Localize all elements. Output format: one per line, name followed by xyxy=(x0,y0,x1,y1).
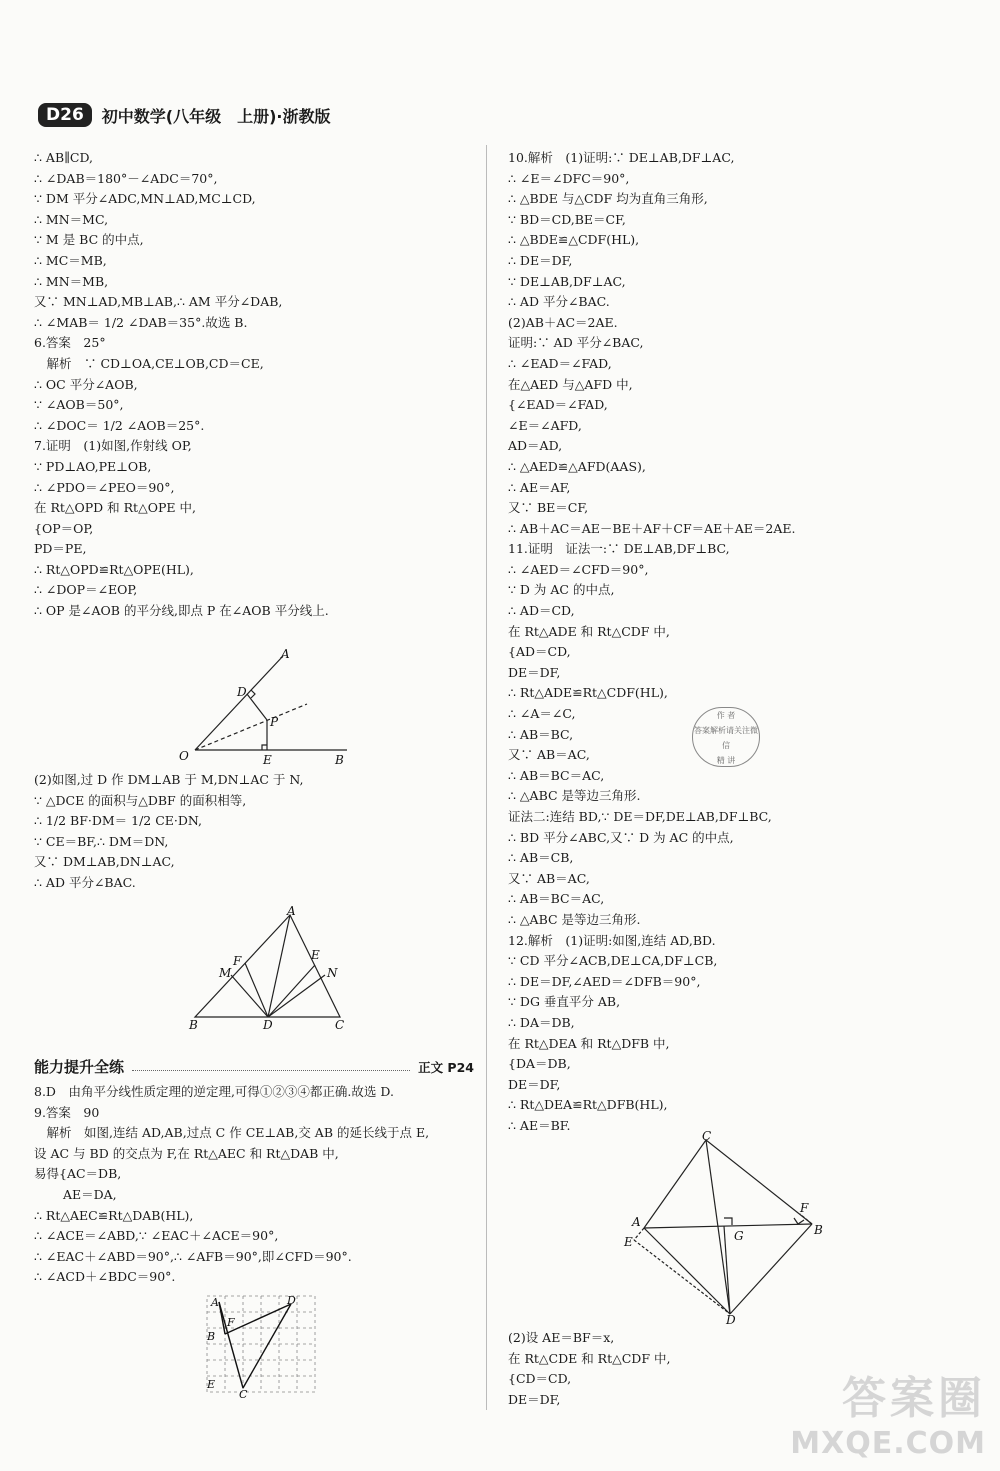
svg-text:P: P xyxy=(270,715,279,729)
text-line: 11.证明 证法一:∵ DE⊥AB,DF⊥BC, xyxy=(508,541,730,557)
svg-text:N: N xyxy=(327,966,338,980)
text-line: 证法二:连结 BD,∵ DE＝DF,DE⊥AB,DF⊥BC, xyxy=(508,809,772,824)
text-line: 8.D 由角平分线性质定理的逆定理,可得①②③④都正确.故选 D. xyxy=(34,1084,394,1099)
svg-text:D: D xyxy=(287,1294,296,1307)
text-line: 9.答案 90 xyxy=(34,1104,100,1120)
page-header xyxy=(38,102,331,128)
text-line: ∴ ∠AED＝∠CFD＝90°, xyxy=(508,561,649,577)
text-line: 在 Rt△CDE 和 Rt△CDF 中, xyxy=(508,1350,671,1366)
text-line: {∠EAD＝∠FAD, xyxy=(508,397,608,413)
text-line: (2)AB＋AC＝2AE. xyxy=(508,314,618,330)
text-line: ∴ OC 平分∠AOB, xyxy=(34,376,138,392)
text-line: ∴ MC＝MB, xyxy=(34,252,107,268)
text-line: ∴ AB＋AC＝AE－BE＋AF＋CF＝AE＋AE＝2AE. xyxy=(508,520,796,536)
text-line: ∵ CE＝BF,∴ DM＝DN, xyxy=(34,833,169,849)
text-line: AD＝AD, xyxy=(508,438,563,454)
text-line: PD＝PE, xyxy=(34,541,87,557)
text-line: 解析 如图,连结 AD,AB,过点 C 作 CE⊥AB,交 AB 的延长线于点 E, xyxy=(34,1125,430,1141)
text-line: DE＝DF, xyxy=(508,1076,561,1092)
text-line: ∵ DM 平分∠ADC,MN⊥AD,MC⊥CD, xyxy=(34,191,256,207)
text-line: ∴ AD 平分∠BAC. xyxy=(34,874,136,890)
text-line: ∴ ∠DAB＝180°－∠ADC＝70°, xyxy=(34,170,218,186)
text-line: 易得{AC＝DB, xyxy=(34,1166,122,1182)
text-line: DE＝DF, xyxy=(508,664,561,680)
svg-text:D: D xyxy=(726,1313,736,1325)
column-divider xyxy=(486,145,487,1410)
section-heading xyxy=(34,1056,474,1077)
text-line: ∴ AB∥CD, xyxy=(34,150,94,165)
section-leader-dots xyxy=(132,1062,410,1071)
text-line: ∵ ∠AOB＝50°, xyxy=(34,397,124,413)
text-line: ∴ OP 是∠AOB 的平分线,即点 P 在∠AOB 平分线上. xyxy=(34,603,329,619)
svg-text:E: E xyxy=(263,753,272,766)
text-line: 又∵ DM⊥AB,DN⊥AC, xyxy=(34,854,175,870)
svg-text:O: O xyxy=(179,749,189,763)
svg-text:D: D xyxy=(263,1018,273,1032)
svg-text:C: C xyxy=(335,1018,345,1032)
text-line: ∴ AB＝BC, xyxy=(508,726,574,742)
text-line: ∴ ∠DOP＝∠EOP, xyxy=(34,582,138,598)
text-line: 在 Rt△ADE 和 Rt△CDF 中, xyxy=(508,623,670,639)
svg-text:A: A xyxy=(287,905,296,918)
text-line: ∴ △AED≌△AFD(AAS), xyxy=(508,458,646,474)
text-line: 10.解析 (1)证明:∵ DE⊥AB,DF⊥AC, xyxy=(508,150,735,165)
text-line: (2)设 AE＝BF＝x, xyxy=(508,1330,615,1345)
figure-quadrilateral xyxy=(620,1130,830,1325)
text-line: AE＝DA, xyxy=(34,1186,117,1202)
text-line: ∴ △ABC 是等边三角形. xyxy=(508,911,641,927)
text-line: ∴ DE＝DF, xyxy=(508,252,573,268)
text-line: ∵ D 为 AC 的中点, xyxy=(508,582,615,598)
text-line: {CD＝CD, xyxy=(508,1371,572,1387)
svg-text:F: F xyxy=(233,954,242,968)
svg-text:M: M xyxy=(219,966,232,980)
svg-text:E: E xyxy=(624,1235,633,1249)
text-line: ∴ MN＝MB, xyxy=(34,273,109,289)
text-line: ∴ ∠EAD＝∠FAD, xyxy=(508,355,612,371)
svg-text:C: C xyxy=(239,1388,248,1400)
text-line: ∴ DA＝DB, xyxy=(508,1014,575,1030)
text-line: ∵ BD＝CD,BE＝CF, xyxy=(508,211,626,227)
text-line: 又∵ AB＝AC, xyxy=(508,747,590,763)
figure-angle-bisector xyxy=(175,648,355,766)
svg-text:D: D xyxy=(237,685,247,699)
left-column-top xyxy=(34,148,474,622)
text-line: 在 Rt△DEA 和 Rt△DFB 中, xyxy=(508,1035,670,1051)
text-line: ∵ △DCE 的面积与△DBF 的面积相等, xyxy=(34,792,247,808)
text-line: ∴ ∠E＝∠DFC＝90°, xyxy=(508,170,630,186)
text-line: ∵ DG 垂直平分 AB, xyxy=(508,994,621,1010)
text-line: ∴ Rt△DEA≌Rt△DFB(HL), xyxy=(508,1097,668,1113)
text-line: ∵ DE⊥AB,DF⊥AC, xyxy=(508,273,626,289)
text-line: ∴ AE＝AF, xyxy=(508,479,571,495)
figure-grid xyxy=(195,1290,325,1400)
text-line: ∴ AB＝BC＝AC, xyxy=(508,767,605,783)
text-line: ∴ AB＝BC＝AC, xyxy=(508,891,605,907)
text-line: ∴ AE＝BF. xyxy=(508,1117,571,1133)
svg-text:A: A xyxy=(211,1296,219,1309)
text-line: ∴ ∠PDO＝∠PEO＝90°, xyxy=(34,479,175,495)
text-line: 设 AC 与 BD 的交点为 F,在 Rt△AEC 和 Rt△DAB 中, xyxy=(34,1145,339,1161)
text-line: ∴ Rt△OPD≌Rt△OPE(HL), xyxy=(34,561,194,577)
svg-text:B: B xyxy=(189,1018,198,1032)
text-line: ∴ BD 平分∠ABC,又∵ D 为 AC 的中点, xyxy=(508,829,734,845)
text-line: ∴ ∠ACE＝∠ABD,∵ ∠EAC＋∠ACE＝90°, xyxy=(34,1228,279,1244)
text-line: ∴ ∠MAB＝ 1/2 ∠DAB＝35°.故选 B. xyxy=(34,314,248,330)
text-line: 证明:∵ AD 平分∠BAC, xyxy=(508,335,644,351)
svg-text:E: E xyxy=(311,948,320,962)
svg-text:E: E xyxy=(207,1378,216,1391)
text-line: DE＝DF, xyxy=(508,1391,561,1407)
text-line: 解析 ∵ CD⊥OA,CE⊥OB,CD＝CE, xyxy=(34,355,264,371)
svg-text:B: B xyxy=(207,1330,216,1343)
svg-text:A: A xyxy=(632,1215,641,1229)
text-line: ∴ △ABC 是等边三角形. xyxy=(508,788,641,804)
text-line: ∴ AB＝CB, xyxy=(508,850,574,866)
text-line: {OP＝OP, xyxy=(34,520,94,536)
text-line: ∴ MN＝MC, xyxy=(34,211,109,227)
section-reference: 正文 P24 xyxy=(418,1059,474,1075)
text-line: ∴ △BDE 与△CDF 均为直角三角形, xyxy=(508,191,708,207)
watermark: 答案圈 MXQE.COM xyxy=(790,1373,986,1461)
svg-text:A: A xyxy=(281,648,290,661)
text-line: ∴ Rt△AEC≌Rt△DAB(HL), xyxy=(34,1207,194,1223)
left-column-mid xyxy=(34,770,474,894)
svg-text:C: C xyxy=(702,1130,712,1143)
text-line: ∴ AD 平分∠BAC. xyxy=(508,294,610,310)
text-line: 又∵ BE＝CF, xyxy=(508,500,589,516)
text-line: ∴ DE＝DF,∠AED＝∠DFB＝90°, xyxy=(508,973,701,989)
book-title: 初中数学(八年级 上册)·浙教版 xyxy=(101,106,331,126)
text-line: ∴ △BDE≌△CDF(HL), xyxy=(508,232,640,248)
text-line: ∴ Rt△ADE≌Rt△CDF(HL), xyxy=(508,685,668,701)
text-line: ∵ M 是 BC 的中点, xyxy=(34,232,144,248)
text-line: 6.答案 25° xyxy=(34,335,106,351)
text-line: {AD＝CD, xyxy=(508,644,571,660)
svg-text:B: B xyxy=(814,1223,823,1237)
text-line: 又∵ AB＝AC, xyxy=(508,870,590,886)
text-line: {DA＝DB, xyxy=(508,1056,571,1072)
text-line: 又∵ MN⊥AD,MB⊥AB,∴ AM 平分∠DAB, xyxy=(34,294,283,310)
text-line: (2)如图,过 D 作 DM⊥AB 于 M,DN⊥AC 于 N, xyxy=(34,772,304,787)
text-line: 12.解析 (1)证明:如图,连结 AD,BD. xyxy=(508,932,716,948)
svg-text:F: F xyxy=(227,1316,235,1329)
stamp: 作 者 答案解析请关注微信 精 讲 xyxy=(692,707,760,767)
left-column-bottom xyxy=(34,1082,474,1288)
text-line: 在△AED 与△AFD 中, xyxy=(508,376,633,392)
text-line: ∵ CD 平分∠ACB,DE⊥CA,DF⊥CB, xyxy=(508,953,718,969)
text-line: ∵ PD⊥AO,PE⊥OB, xyxy=(34,458,152,474)
text-line: ∴ ∠DOC＝ 1/2 ∠AOB＝25°. xyxy=(34,417,205,433)
page-number-badge: D26 xyxy=(38,103,92,127)
svg-text:F: F xyxy=(800,1201,809,1215)
text-line: ∴ ∠ACD＋∠BDC＝90°. xyxy=(34,1269,176,1285)
svg-text:B: B xyxy=(335,753,344,766)
text-line: 7.证明 (1)如图,作射线 OP, xyxy=(34,438,192,454)
figure-triangle-abc xyxy=(185,905,355,1033)
text-line: ∴ ∠EAC＋∠ABD＝90°,∴ ∠AFB＝90°,即∠CFD＝90°. xyxy=(34,1248,352,1264)
text-line: 在 Rt△OPD 和 Rt△OPE 中, xyxy=(34,500,196,516)
text-line: ∴ ∠A＝∠C, xyxy=(508,706,576,722)
section-title: 能力提升全练 xyxy=(34,1058,125,1076)
text-line: ∠E＝∠AFD, xyxy=(508,417,582,433)
right-column-top xyxy=(508,148,968,1137)
text-line: ∴ 1/2 BF·DM＝ 1/2 CE·DN, xyxy=(34,813,203,829)
svg-text:G: G xyxy=(734,1229,744,1243)
text-line: ∴ AD＝CD, xyxy=(508,603,575,619)
